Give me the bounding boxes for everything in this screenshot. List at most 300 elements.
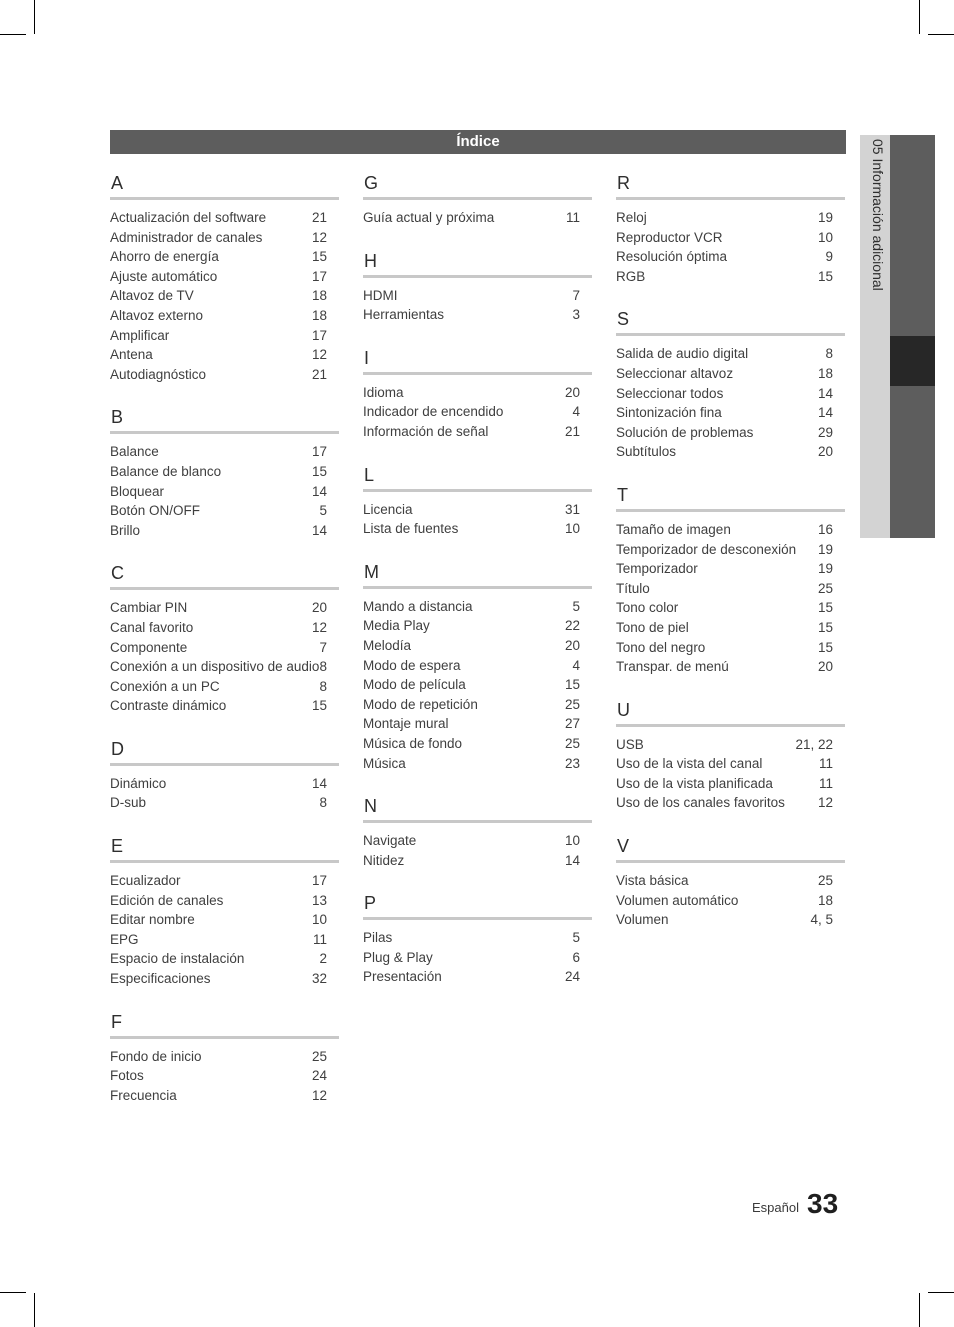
- section-divider: [110, 587, 339, 590]
- index-entry: [616, 774, 845, 794]
- index-entry: [616, 247, 845, 267]
- index-entry: [616, 442, 845, 462]
- entry-page: 4: [572, 657, 580, 673]
- entry-page: 15: [311, 463, 327, 479]
- section-divider: [363, 275, 592, 278]
- entry-term: Indicador de encendido: [363, 404, 504, 420]
- index-entry: [110, 208, 339, 228]
- index-entry: [616, 657, 845, 677]
- entry-term: D-sub: [110, 795, 147, 811]
- index-entry: [110, 638, 339, 658]
- entry-term: Seleccionar altavoz: [616, 365, 734, 381]
- section-divider: [110, 860, 339, 863]
- entry-page: 5: [572, 930, 580, 946]
- entry-page: 12: [311, 1087, 327, 1103]
- section-letter: E: [111, 836, 124, 857]
- entry-term: Licencia: [363, 501, 413, 517]
- index-section: [110, 738, 339, 813]
- entry-page: 12: [311, 619, 327, 635]
- entry-page: 9: [825, 249, 833, 265]
- page-title: Índice: [110, 130, 846, 154]
- index-column-3: [616, 172, 845, 952]
- entry-page: 8: [825, 346, 833, 362]
- entry-term: Especificaciones: [110, 971, 211, 987]
- index-entry: [363, 928, 592, 948]
- entry-term: Navigate: [363, 833, 417, 849]
- entry-page: 17: [311, 268, 327, 284]
- index-section: [616, 172, 845, 286]
- index-entry: [363, 754, 592, 774]
- index-entry: [110, 365, 339, 385]
- entry-term: Sintonización fina: [616, 405, 722, 421]
- entry-term: Guía actual y próxima: [363, 210, 495, 225]
- entry-term: Reproductor VCR: [616, 229, 723, 245]
- section-divider: [616, 860, 845, 863]
- section-divider: [363, 917, 592, 920]
- index-entry: [363, 831, 592, 851]
- section-divider: [110, 1036, 339, 1039]
- index-section: [616, 835, 845, 930]
- entry-page: 27: [564, 716, 580, 732]
- index-entry: [363, 519, 592, 539]
- index-section: [616, 308, 845, 462]
- entry-term: Altavoz de TV: [110, 288, 194, 304]
- index-entry: [110, 267, 339, 287]
- entry-term: Solución de problemas: [616, 424, 754, 440]
- entry-page: 29: [817, 424, 833, 440]
- entry-term: Dinámico: [110, 775, 167, 791]
- index-entry: [110, 345, 339, 365]
- entry-term: Transpar. de menú: [616, 659, 729, 675]
- entry-page: 25: [817, 580, 833, 596]
- index-entry: [616, 579, 845, 599]
- index-entry: [616, 910, 845, 930]
- index-entry: [110, 598, 339, 618]
- entry-page: 25: [564, 735, 580, 751]
- entry-term: Antena: [110, 347, 153, 363]
- index-entry: [616, 754, 845, 774]
- index-entry: [110, 482, 339, 502]
- index-entry: [110, 286, 339, 306]
- entry-page: 20: [311, 600, 327, 616]
- section-letter: R: [617, 173, 630, 193]
- index-entry: [363, 383, 592, 403]
- index-entry: [616, 618, 845, 638]
- section-letter: L: [364, 464, 375, 485]
- entry-term: Fondo de inicio: [110, 1048, 202, 1064]
- index-entry: [363, 616, 592, 636]
- entry-term: Plug & Play: [363, 949, 433, 965]
- entry-term: Conexión a un dispositivo de audio: [110, 659, 320, 675]
- entry-page: 14: [311, 522, 327, 538]
- entry-page: 11: [818, 756, 833, 772]
- entry-term: Balance de blanco: [110, 463, 222, 479]
- entry-term: Uso de la vista del canal: [616, 756, 763, 772]
- entry-page: 20: [817, 659, 833, 675]
- entry-term: Tono color: [616, 600, 679, 616]
- index-entry: [363, 734, 592, 754]
- index-entry: [616, 540, 845, 560]
- entry-page: 17: [311, 444, 327, 460]
- entry-page: 23: [564, 755, 580, 771]
- index-entry: [616, 793, 845, 813]
- index-entry: [110, 910, 339, 930]
- entry-page: 19: [817, 541, 833, 557]
- section-letter: V: [617, 836, 630, 857]
- entry-term: Media Play: [363, 618, 430, 634]
- entry-term: Espacio de instalación: [110, 951, 245, 967]
- index-entry: [363, 695, 592, 715]
- entry-page: 25: [817, 873, 833, 889]
- crop-mark: [0, 34, 26, 35]
- entry-page: 8: [319, 678, 327, 694]
- index-section: [363, 347, 592, 442]
- entry-term: Ajuste automático: [110, 268, 218, 284]
- footer-language: Español: [752, 1200, 799, 1215]
- entry-term: Actualización del software: [110, 210, 267, 225]
- entry-term: Lista de fuentes: [363, 521, 459, 537]
- entry-page: 14: [311, 483, 327, 499]
- index-entry: [110, 618, 339, 638]
- entry-term: Modo de película: [363, 677, 466, 693]
- entry-term: Pilas: [363, 930, 393, 946]
- index-entry: [110, 969, 339, 989]
- entry-term: Frecuencia: [110, 1087, 177, 1103]
- section-divider: [363, 489, 592, 492]
- section-letter: A: [111, 173, 124, 193]
- crop-mark: [928, 1292, 954, 1293]
- entry-term: Balance: [110, 444, 159, 460]
- entry-page: 5: [572, 598, 580, 614]
- entry-page: 32: [311, 971, 327, 987]
- entry-term: Subtítulos: [616, 444, 677, 460]
- section-letter: T: [617, 484, 628, 505]
- entry-page: 13: [311, 892, 327, 908]
- entry-page: 18: [817, 365, 833, 381]
- entry-term: Tamaño de imagen: [616, 521, 731, 537]
- entry-page: 14: [817, 405, 833, 421]
- index-entry: [363, 675, 592, 695]
- entry-page: 16: [817, 521, 833, 537]
- section-letter: G: [364, 173, 379, 193]
- entry-term: Mando a distancia: [363, 598, 473, 614]
- entry-term: Uso de la vista planificada: [616, 775, 773, 791]
- index-entry: [363, 422, 592, 442]
- entry-page: 19: [817, 210, 833, 225]
- entry-term: HDMI: [363, 287, 398, 303]
- crop-mark: [34, 1293, 35, 1327]
- index-entry: [616, 559, 845, 579]
- entry-term: Ecualizador: [110, 873, 181, 889]
- index-entry: [110, 793, 339, 813]
- entry-term: Volumen: [616, 912, 669, 928]
- section-letter: P: [364, 893, 377, 914]
- entry-page: 22: [564, 618, 580, 634]
- entry-term: Música de fondo: [363, 735, 463, 751]
- index-entry: [110, 1047, 339, 1067]
- index-entry: [110, 1066, 339, 1086]
- index-entry: [110, 462, 339, 482]
- index-entry: [110, 949, 339, 969]
- index-entry: [363, 948, 592, 968]
- entry-term: Seleccionar todos: [616, 385, 724, 401]
- entry-term: Edición de canales: [110, 892, 224, 908]
- index-entry: [110, 677, 339, 697]
- entry-term: Reloj: [616, 210, 647, 225]
- index-section: [110, 562, 339, 716]
- section-divider: [363, 197, 592, 200]
- index-section: [363, 250, 592, 325]
- entry-page: 3: [572, 307, 580, 323]
- index-entry: [363, 656, 592, 676]
- entry-term: Vista básica: [616, 873, 689, 889]
- index-entry: [616, 267, 845, 287]
- index-entry: [110, 501, 339, 521]
- entry-page: 21: [311, 210, 327, 225]
- section-letter: B: [111, 407, 124, 428]
- index-entry: [616, 208, 845, 228]
- index-entry: [110, 657, 339, 677]
- entry-term: Autodiagnóstico: [110, 366, 207, 382]
- section-letter: D: [111, 738, 124, 759]
- entry-page: 15: [311, 249, 327, 265]
- index-section: [616, 484, 845, 677]
- entry-term: Uso de los canales favoritos: [616, 795, 785, 811]
- index-entry: [616, 403, 845, 423]
- entry-page: 10: [564, 521, 580, 537]
- entry-page: 15: [564, 677, 580, 693]
- index-entry: [110, 247, 339, 267]
- entry-page: 25: [311, 1048, 327, 1064]
- section-letter: U: [617, 699, 630, 720]
- index-entry: [110, 891, 339, 911]
- entry-term: Componente: [110, 639, 188, 655]
- section-letter: C: [111, 563, 124, 584]
- index-entry: [363, 402, 592, 422]
- entry-term: Botón ON/OFF: [110, 503, 201, 519]
- index-entry: [616, 228, 845, 248]
- entry-page: 8: [319, 795, 327, 811]
- index-entry: [363, 305, 592, 325]
- entry-page: 2: [319, 951, 327, 967]
- entry-term: Altavoz externo: [110, 307, 204, 323]
- index-entry: [616, 364, 845, 384]
- entry-page: 4, 5: [810, 912, 833, 928]
- entry-term: Administrador de canales: [110, 229, 263, 245]
- section-divider: [110, 431, 339, 434]
- entry-page: 19: [817, 561, 833, 577]
- entry-page: 14: [564, 852, 580, 868]
- crop-mark: [919, 1293, 920, 1327]
- section-divider: [363, 820, 592, 823]
- crop-mark: [34, 0, 35, 34]
- entry-page: 31: [564, 501, 580, 517]
- entry-page: 15: [817, 600, 833, 616]
- index-entry: [110, 228, 339, 248]
- entry-term: RGB: [616, 268, 646, 284]
- index-entry: [616, 423, 845, 443]
- index-section: [110, 406, 339, 540]
- entry-term: Temporizador de desconexión: [616, 541, 797, 557]
- index-entry: [363, 208, 592, 228]
- entry-page: 17: [311, 327, 327, 343]
- entry-term: Tono del negro: [616, 639, 706, 655]
- entry-term: Montaje mural: [363, 716, 449, 732]
- entry-page: 18: [311, 307, 327, 323]
- index-section: [363, 172, 592, 228]
- entry-page: 24: [564, 969, 580, 985]
- section-divider: [110, 197, 339, 200]
- entry-page: 8: [319, 659, 327, 675]
- entry-page: 18: [817, 892, 833, 908]
- entry-page: 4: [572, 404, 580, 420]
- entry-term: Presentación: [363, 969, 442, 985]
- index-entry: [110, 774, 339, 794]
- entry-page: 5: [319, 503, 327, 519]
- entry-page: 15: [817, 619, 833, 635]
- index-section: [363, 561, 592, 773]
- index-entry: [363, 714, 592, 734]
- index-entry: [110, 326, 339, 346]
- index-entry: [110, 696, 339, 716]
- section-letter: I: [364, 347, 370, 368]
- entry-term: Canal favorito: [110, 619, 194, 635]
- entry-page: 25: [564, 696, 580, 712]
- section-letter: F: [111, 1011, 122, 1032]
- entry-term: Amplificar: [110, 327, 170, 343]
- section-divider: [363, 372, 592, 375]
- entry-page: 17: [311, 873, 327, 889]
- index-entry: [363, 286, 592, 306]
- index-entry: [110, 1086, 339, 1106]
- entry-page: 12: [311, 229, 327, 245]
- section-letter: M: [364, 561, 379, 582]
- entry-term: Cambiar PIN: [110, 600, 188, 616]
- entry-term: Información de señal: [363, 423, 489, 439]
- entry-page: 10: [564, 833, 580, 849]
- index-entry: [616, 384, 845, 404]
- entry-page: 11: [312, 931, 327, 947]
- entry-page: 14: [311, 775, 327, 791]
- entry-page: 20: [564, 637, 580, 653]
- section-divider: [616, 509, 845, 512]
- entry-page: 6: [572, 949, 580, 965]
- entry-page: 21: [564, 423, 580, 439]
- entry-page: 12: [311, 347, 327, 363]
- section-divider: [110, 763, 339, 766]
- entry-term: Salida de audio digital: [616, 346, 749, 362]
- entry-page: 7: [319, 639, 327, 655]
- section-divider: [616, 724, 845, 727]
- entry-term: Tono de piel: [616, 619, 689, 635]
- index-entry: [616, 735, 845, 755]
- index-column-1: [110, 172, 339, 1127]
- entry-page: 14: [817, 385, 833, 401]
- section-divider: [363, 586, 592, 589]
- entry-term: Volumen automático: [616, 892, 739, 908]
- index-entry: [616, 344, 845, 364]
- side-tab-active-marker: [890, 336, 935, 386]
- index-entry: [110, 306, 339, 326]
- entry-term: Brillo: [110, 522, 141, 538]
- entry-term: Melodía: [363, 637, 412, 653]
- entry-term: EPG: [110, 931, 139, 947]
- index-entry: [616, 520, 845, 540]
- entry-term: USB: [616, 736, 644, 752]
- entry-term: Bloquear: [110, 483, 165, 499]
- entry-term: Conexión a un PC: [110, 678, 220, 694]
- index-entry: [110, 930, 339, 950]
- index-section: [110, 172, 339, 384]
- entry-page: 18: [311, 288, 327, 304]
- crop-mark: [928, 34, 954, 35]
- entry-page: 20: [564, 384, 580, 400]
- index-entry: [363, 967, 592, 987]
- index-section: [363, 795, 592, 870]
- entry-page: 11: [565, 210, 580, 225]
- entry-term: Temporizador: [616, 561, 698, 577]
- index-section: [110, 835, 339, 989]
- entry-term: Título: [616, 580, 650, 596]
- entry-term: Resolución óptima: [616, 249, 728, 265]
- entry-term: Modo de espera: [363, 657, 461, 673]
- index-section: [110, 1011, 339, 1106]
- entry-page: 21, 22: [795, 736, 833, 752]
- index-entry: [363, 500, 592, 520]
- section-letter: H: [364, 250, 377, 271]
- index-entry: [110, 521, 339, 541]
- index-column-2: [363, 172, 592, 1009]
- entry-page: 24: [311, 1068, 327, 1084]
- side-tab-label: 05 Información adicional: [870, 139, 886, 291]
- entry-term: Ahorro de energía: [110, 249, 219, 265]
- entry-page: 10: [311, 912, 327, 928]
- entry-term: Herramientas: [363, 307, 445, 323]
- entry-page: 12: [817, 795, 833, 811]
- entry-page: 15: [817, 268, 833, 284]
- entry-term: Fotos: [110, 1068, 144, 1084]
- entry-page: 20: [817, 444, 833, 460]
- section-letter: N: [364, 796, 377, 817]
- index-entry: [110, 442, 339, 462]
- index-section: [616, 699, 845, 813]
- entry-page: 7: [572, 287, 580, 303]
- section-divider: [616, 197, 845, 200]
- entry-term: Contraste dinámico: [110, 698, 227, 714]
- entry-term: Editar nombre: [110, 912, 195, 928]
- entry-term: Música: [363, 755, 406, 771]
- index-entry: [363, 636, 592, 656]
- index-entry: [616, 891, 845, 911]
- entry-page: 10: [817, 229, 833, 245]
- index-section: [363, 464, 592, 539]
- index-entry: [616, 638, 845, 658]
- page-number: 33: [807, 1188, 839, 1219]
- entry-term: Modo de repetición: [363, 696, 478, 712]
- index-section: [363, 892, 592, 987]
- index-entry: [363, 851, 592, 871]
- entry-term: Idioma: [363, 384, 404, 400]
- entry-term: Nitidez: [363, 852, 405, 868]
- entry-page: 15: [311, 698, 327, 714]
- crop-mark: [0, 1292, 26, 1293]
- index-entry: [110, 871, 339, 891]
- index-entry: [616, 871, 845, 891]
- index-entry: [363, 597, 592, 617]
- crop-mark: [919, 0, 920, 34]
- entry-page: 15: [817, 639, 833, 655]
- entry-page: 11: [818, 775, 833, 791]
